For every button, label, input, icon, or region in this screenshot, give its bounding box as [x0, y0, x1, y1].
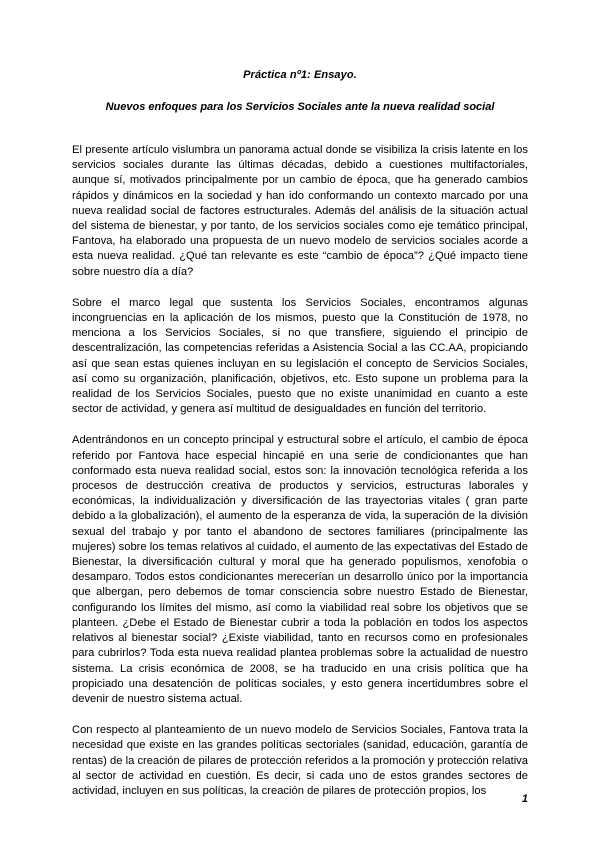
page-number: 1 [521, 793, 528, 805]
paragraph-1: El presente artículo vislumbra un panorama actual donde se visibiliza la crisis latente en los servicios sociales durante las últimas décadas, debido a cuestiones multifactoriales, aunque sí, motivados principalmente por un cambio de época, que ha generado cambios rápidos y dinámicos en la sociedad y han ido conformando un contexto marcado por una nueva realidad social de factores estructurales. Además del análisis de la situación actual del sistema de bienestar, y por tanto, de los servicios sociales como eje temático principal, Fantova, ha elaborado una propuesta de un nuevo modelo de servicios sociales acorde a esta nueva realidad. ¿Qué tan relevante es este “cambio de época”? ¿Qué impacto tiene sobre nuestro día a día? [72, 144, 528, 278]
paragraph-3: Adentrándonos en un concepto principal y estructural sobre el artículo, el cambio de época referido por Fantova hace especial hincapié en una serie de condicionantes que han conformado esta nueva realidad social, estos son: la innovación tecnológica referida a los procesos de destrucción creativa de productos y servicios, estructuras laborales y económicas, la individualización y diversificación de las trayectorias vitales ( gran parte debido a la globalización), el aumento de la esperanza de vida, la superación de la división sexual del trabajo y por tanto el abandono de sectores familiares (principalmente las mujeres) sobre los temas relativos al cuidado, el aumento de las expectativas del Estado de Bienestar, la diversificación cultural y moral que ha generado populismos, xenofobia o desamparo. Todos estos condicionantes merecerían un desarrollo único por la importancia que albergan, pero debemos de tomar consciencia sobre nuestro Estado de Bienestar, configurando los límites del mismo, así como la viabilidad real sobre los objetivos que se planteen. ¿Debe el Estado de Bienestar cubrir a toda la población en todos los aspectos relativos al bienestar social? ¿Existe viabilidad, tanto en recursos como en profesionales para cubrirlos? Toda esta nueva realidad plantea problemas sobre la actualidad de nuestro sistema. La crisis económica de 2008, se ha traducido en una crisis política que ha propiciado una desatención de políticas sociales, y esto genera incertidumbres sobre el devenir de nuestro sistema actual. [72, 434, 528, 705]
paragraph-2: Sobre el marco legal que sustenta los Servicios Sociales, encontramos algunas incongruencias en la aplicación de los mismos, puesto que la Constitución de 1978, no menciona a los Servicios Sociales, si no que transfiere, siguiendo el principio de descentralización, las competencias referidas a Asistencia Social a las CC.AA, propiciando así que sean estas quienes incluyan en su legislación el concepto de Servicios Sociales, así como su organización, planificación, objetivos, etc. Esto supone un problema para la realidad de los Servicios Sociales, puesto que no existe unanimidad en cuanto a este sector de actividad, y genera así multitud de desigualdades en función del territorio. [72, 296, 528, 416]
document-body [72, 143, 528, 799]
paragraph-4: Con respecto al planteamiento de un nuevo modelo de Servicios Sociales, Fantova trata la necesidad que existe en las grandes políticas sectoriales (sanidad, educación, garantía de rentas) de la creación de pilares de protección referidos a la promoción y protección relativa al sector de actividad en cuestión. Es decir, si cada uno de estos grandes sectores de actividad, incluyen en sus políticas, la creación de pilares de protección propios, los [72, 724, 528, 797]
document-title: Práctica nº1: Ensayo. [243, 69, 357, 81]
document-subtitle: Nuevos enfoques para los Servicios Sociales ante la nueva realidad social [105, 101, 495, 113]
